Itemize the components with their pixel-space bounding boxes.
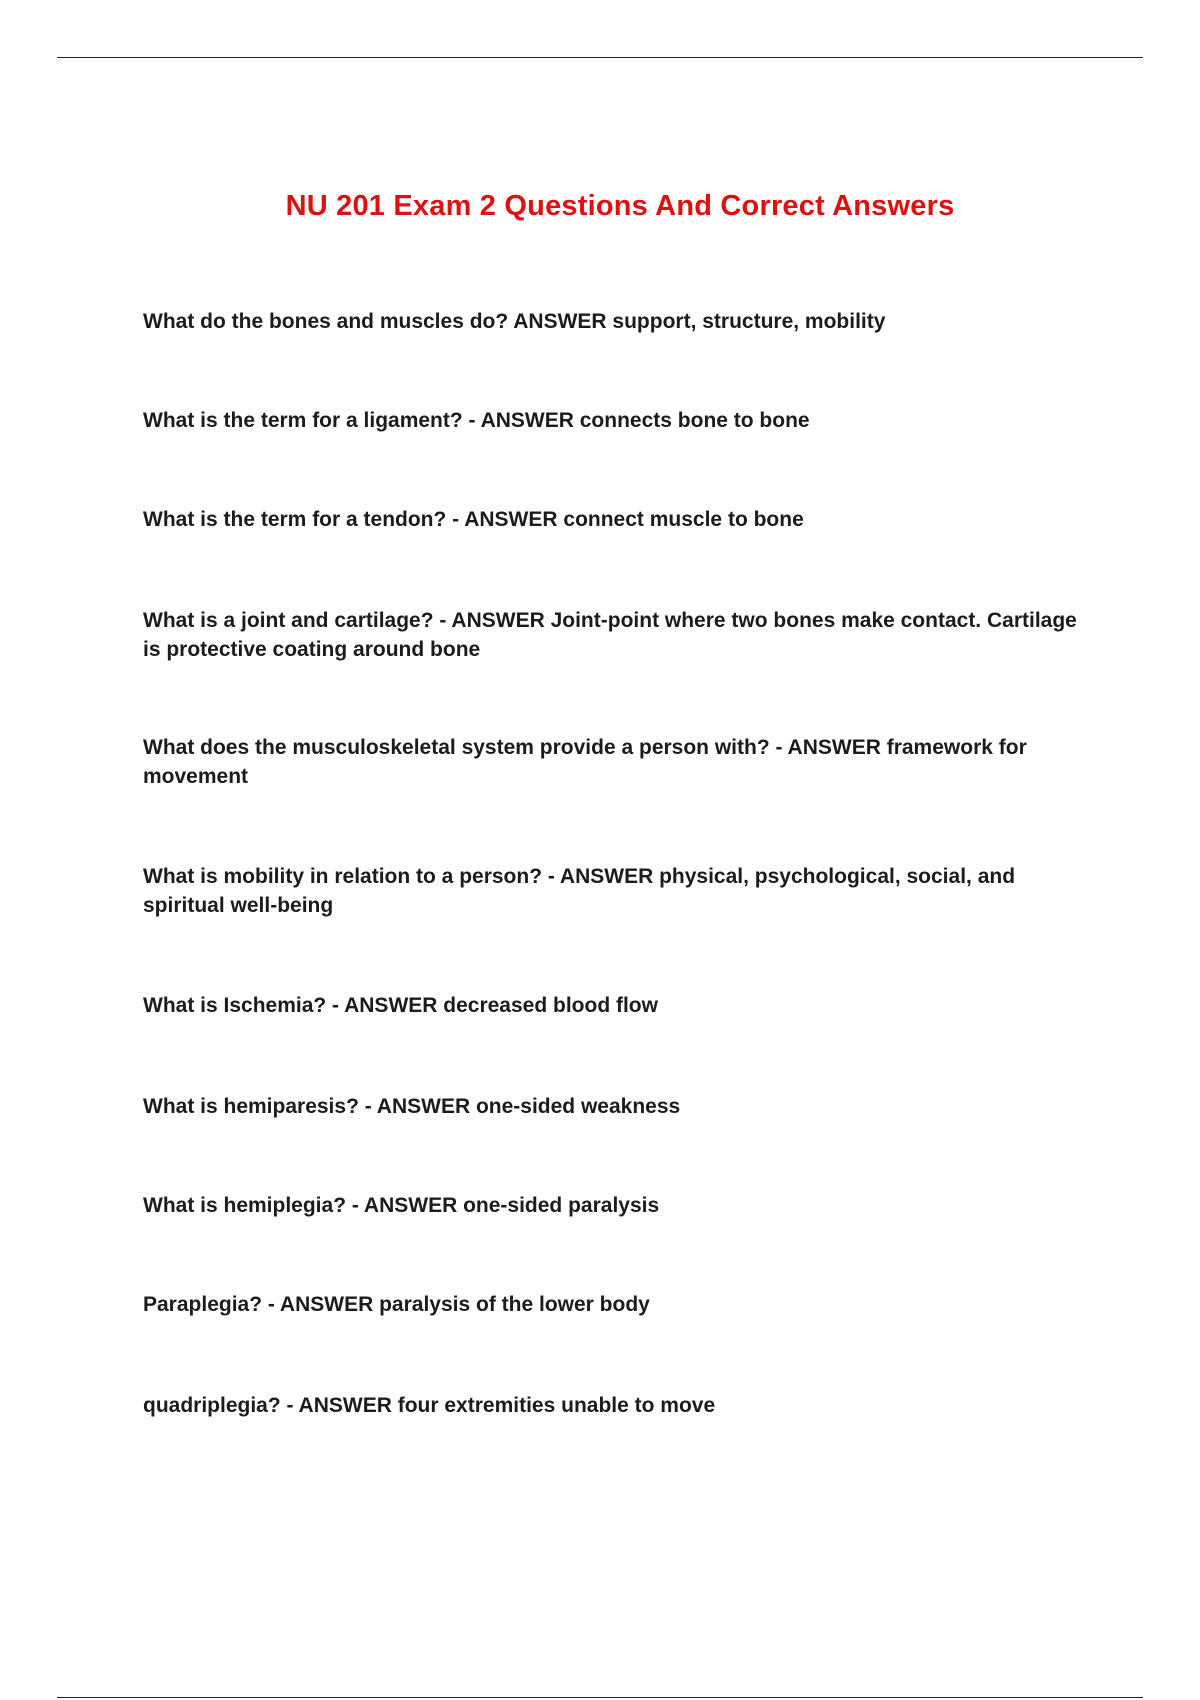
qa-item: What is the term for a tendon? - ANSWER connect muscle to bone xyxy=(143,508,804,531)
qa-item: What is mobility in relation to a person? - ANSWER physical, psychological, social, and spiritual well-being xyxy=(143,865,1016,917)
qa-item: Paraplegia? - ANSWER paralysis of the lower body xyxy=(143,1293,650,1316)
qa-item: quadriplegia? - ANSWER four extremities unable to move xyxy=(143,1394,716,1417)
qa-item: What is Ischemia? - ANSWER decreased blood flow xyxy=(143,994,658,1017)
qa-item: What does the musculoskeletal system provide a person with? - ANSWER framework for movement xyxy=(143,736,1027,788)
bottom-divider xyxy=(57,1697,1143,1698)
document-title: NU 201 Exam 2 Questions And Correct Answers xyxy=(285,190,955,222)
qa-item: What is hemiparesis? - ANSWER one-sided weakness xyxy=(143,1095,681,1118)
qa-item: What is hemiplegia? - ANSWER one-sided paralysis xyxy=(143,1194,660,1217)
qa-item: What is the term for a ligament? - ANSWER connects bone to bone xyxy=(143,409,810,432)
qa-item: What do the bones and muscles do? ANSWER support, structure, mobility xyxy=(143,310,886,333)
top-divider xyxy=(57,57,1143,58)
qa-item: What is a joint and cartilage? - ANSWER Joint-point where two bones make contact. Cartilage is protective coating around bone xyxy=(143,609,1077,661)
